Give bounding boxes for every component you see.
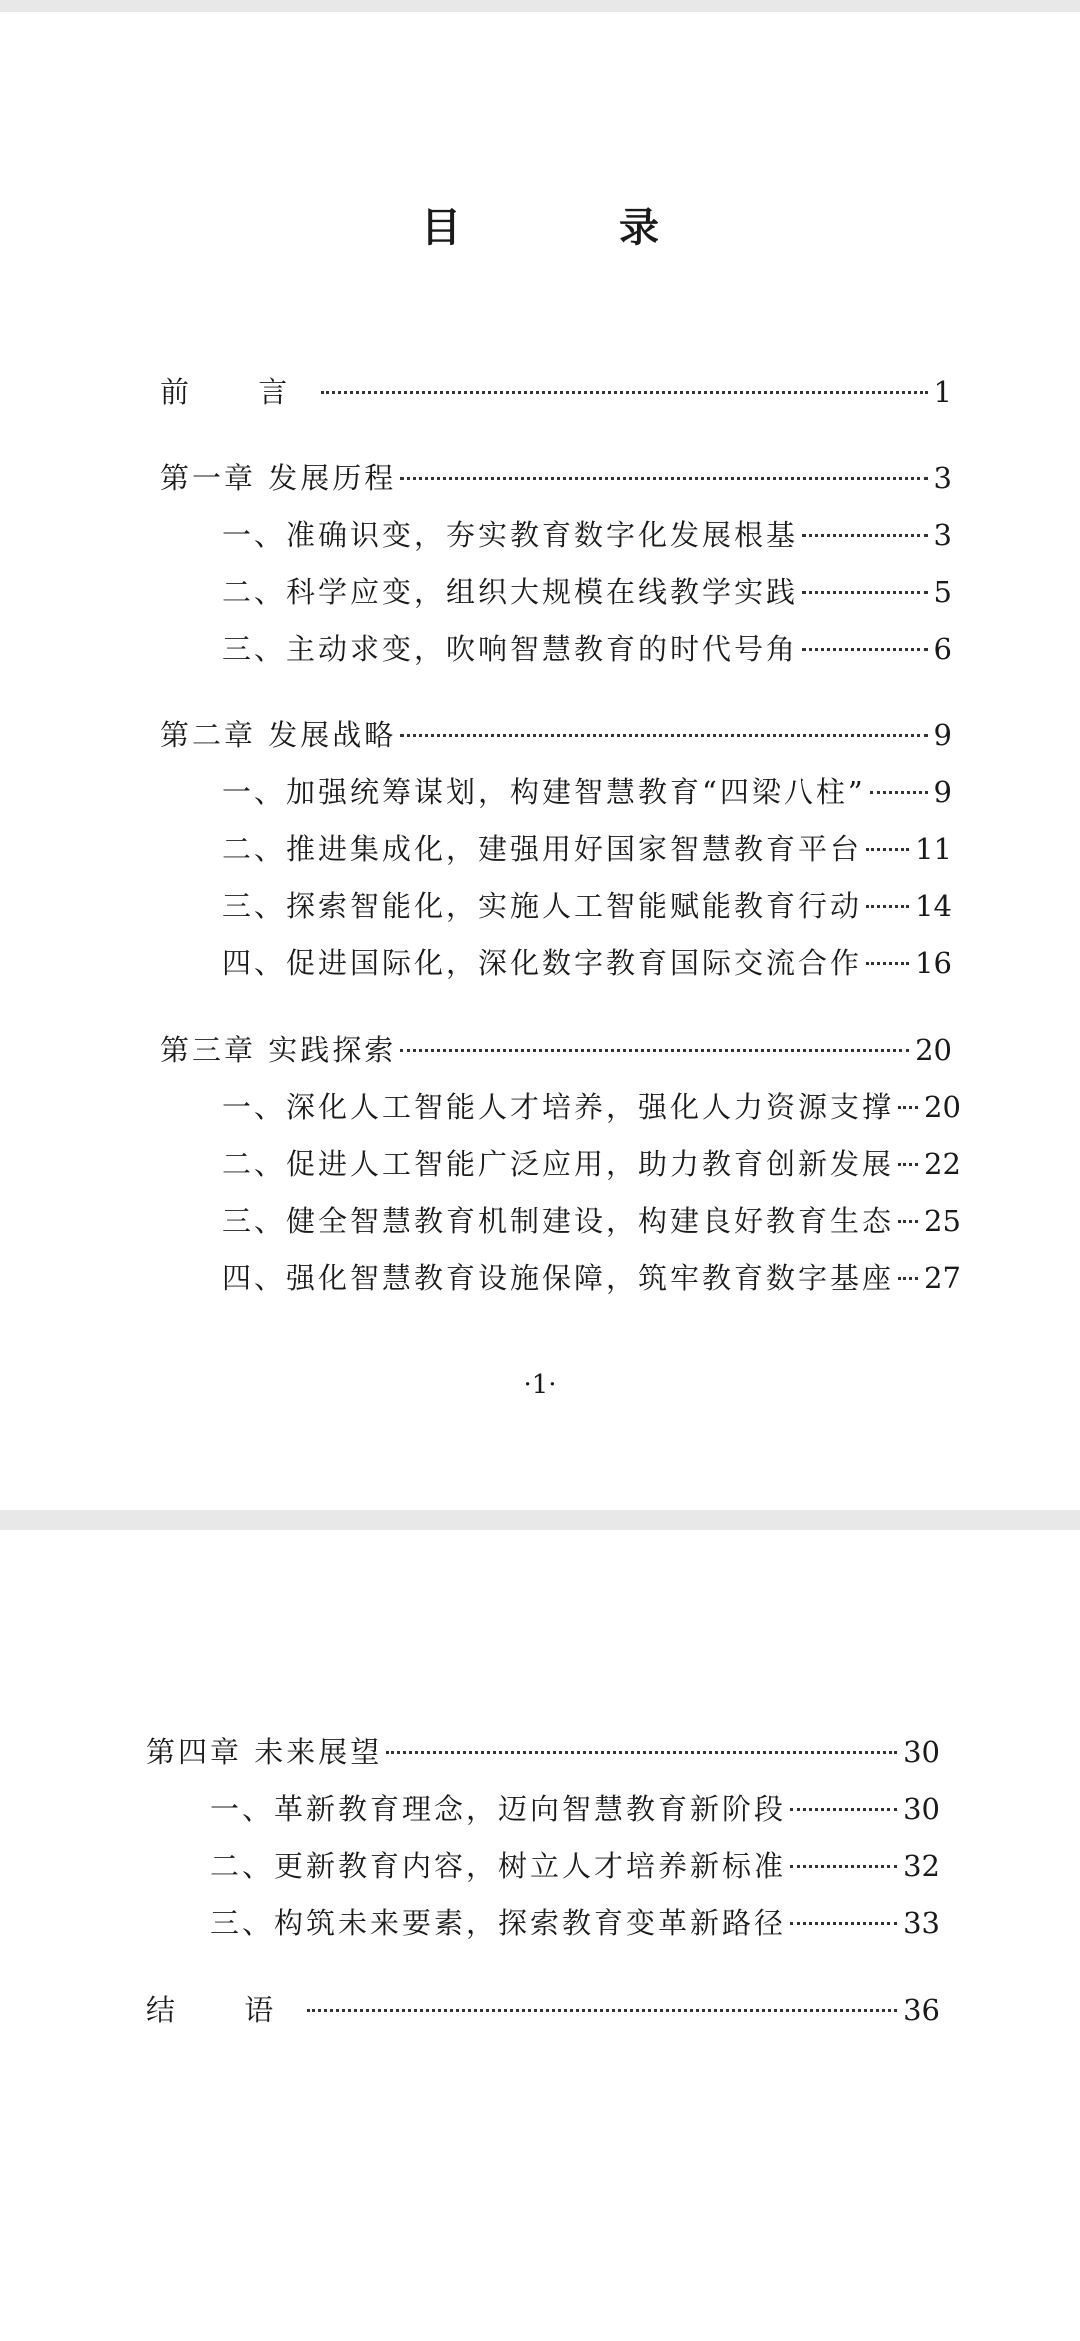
leader-dots: [866, 848, 909, 851]
toc-entry-section[interactable]: [222, 1258, 961, 1298]
toc-entry-label: 第二章 发展战略: [160, 718, 397, 752]
toc-page-number: 20: [924, 1090, 961, 1124]
toc-entry-chapter-3[interactable]: [160, 1030, 952, 1070]
toc-entry-label: 三、探索智能化，实施人工智能赋能教育行动: [222, 889, 863, 923]
toc-page-number: 11: [915, 832, 952, 866]
toc-entry-section[interactable]: [210, 1789, 940, 1829]
leader-dots: [790, 1865, 897, 1868]
toc-entry-section[interactable]: [222, 1144, 961, 1184]
toc-page-number: 25: [924, 1204, 961, 1238]
toc-entry-conclusion[interactable]: [146, 1990, 940, 2030]
leader-dots: [898, 1106, 918, 1109]
toc-page-number: 3: [933, 461, 952, 495]
toc-page-number: 30: [903, 1792, 940, 1826]
toc-entry-section[interactable]: [222, 572, 952, 612]
toc-entry-label: 结 语: [146, 1993, 304, 2027]
toc-entry-label: 二、科学应变，组织大规模在线教学实践: [222, 575, 799, 609]
toc-page-number: 9: [933, 775, 952, 809]
toc-entry-chapter-4[interactable]: [146, 1732, 940, 1772]
toc-page-number: 20: [915, 1033, 952, 1067]
leader-dots: [400, 477, 927, 480]
leader-dots: [307, 2009, 897, 2012]
document-page-1: [0, 12, 1080, 1510]
toc-entry-label: 三、构筑未来要素，探索教育变革新路径: [210, 1906, 787, 1940]
toc-title: 目 录: [421, 205, 731, 251]
toc-entry-label: 前 言: [160, 375, 318, 409]
leader-dots: [802, 534, 928, 537]
toc-page-number: 6: [933, 632, 952, 666]
leader-dots: [866, 905, 909, 908]
toc-entry-section[interactable]: [222, 772, 952, 812]
leader-dots: [898, 1277, 918, 1280]
leader-dots: [386, 1751, 897, 1754]
toc-entry-section[interactable]: [222, 1087, 961, 1127]
leader-dots: [321, 391, 927, 394]
toc-entry-label: 一、深化人工智能人才培养，强化人力资源支撑: [222, 1090, 895, 1124]
toc-page-number: 30: [903, 1735, 940, 1769]
toc-page-number: 3: [933, 518, 952, 552]
toc-entry-label: 第一章 发展历程: [160, 461, 397, 495]
document-page-2: [0, 1530, 1080, 2341]
toc-entry-section[interactable]: [222, 886, 952, 926]
toc-entry-label: 一、革新教育理念，迈向智慧教育新阶段: [210, 1792, 787, 1826]
leader-dots: [400, 1049, 909, 1052]
toc-entry-preface[interactable]: [160, 372, 952, 412]
page-folio: ·1·: [523, 1370, 557, 1400]
toc-entry-section[interactable]: [222, 629, 952, 669]
toc-page-number: 27: [924, 1261, 961, 1295]
toc-entry-label: 一、加强统筹谋划，构建智慧教育“四梁八柱”: [222, 775, 866, 809]
toc-entry-label: 第四章 未来展望: [146, 1735, 383, 1769]
toc-entry-label: 四、促进国际化，深化数字教育国际交流合作: [222, 946, 863, 980]
toc-entry-section[interactable]: [210, 1846, 940, 1886]
leader-dots: [400, 734, 927, 737]
toc-entry-section[interactable]: [210, 1903, 940, 1943]
leader-dots: [898, 1163, 918, 1166]
leader-dots: [898, 1220, 918, 1223]
toc-entry-label: 二、促进人工智能广泛应用，助力教育创新发展: [222, 1147, 895, 1181]
toc-entry-label: 一、准确识变，夯实教育数字化发展根基: [222, 518, 799, 552]
leader-dots: [790, 1808, 897, 1811]
toc-page-number: 36: [903, 1993, 940, 2027]
leader-dots: [802, 648, 928, 651]
toc-entry-chapter-1[interactable]: [160, 458, 952, 498]
toc-entry-chapter-2[interactable]: [160, 715, 952, 755]
toc-entry-label: 第三章 实践探索: [160, 1033, 397, 1067]
leader-dots: [870, 791, 928, 794]
toc-page-number: 22: [924, 1147, 961, 1181]
toc-entry-section[interactable]: [222, 515, 952, 555]
leader-dots: [866, 962, 909, 965]
toc-entry-section[interactable]: [222, 1201, 961, 1241]
toc-entry-label: 二、推进集成化，建强用好国家智慧教育平台: [222, 832, 863, 866]
toc-entry-label: 二、更新教育内容，树立人才培养新标准: [210, 1849, 787, 1883]
toc-entry-label: 四、强化智慧教育设施保障，筑牢教育数字基座: [222, 1261, 895, 1295]
leader-dots: [790, 1922, 897, 1925]
toc-entry-section[interactable]: [222, 943, 952, 983]
toc-page-number: 9: [933, 718, 952, 752]
toc-page-number: 33: [903, 1906, 940, 1940]
toc-page-number: 32: [903, 1849, 940, 1883]
toc-page-number: 1: [933, 375, 952, 409]
toc-page-number: 16: [915, 946, 952, 980]
leader-dots: [802, 591, 928, 594]
toc-entry-label: 三、主动求变，吹响智慧教育的时代号角: [222, 632, 799, 666]
toc-page-number: 14: [915, 889, 952, 923]
toc-entry-label: 三、健全智慧教育机制建设，构建良好教育生态: [222, 1204, 895, 1238]
toc-entry-section[interactable]: [222, 829, 952, 869]
toc-page-number: 5: [933, 575, 952, 609]
